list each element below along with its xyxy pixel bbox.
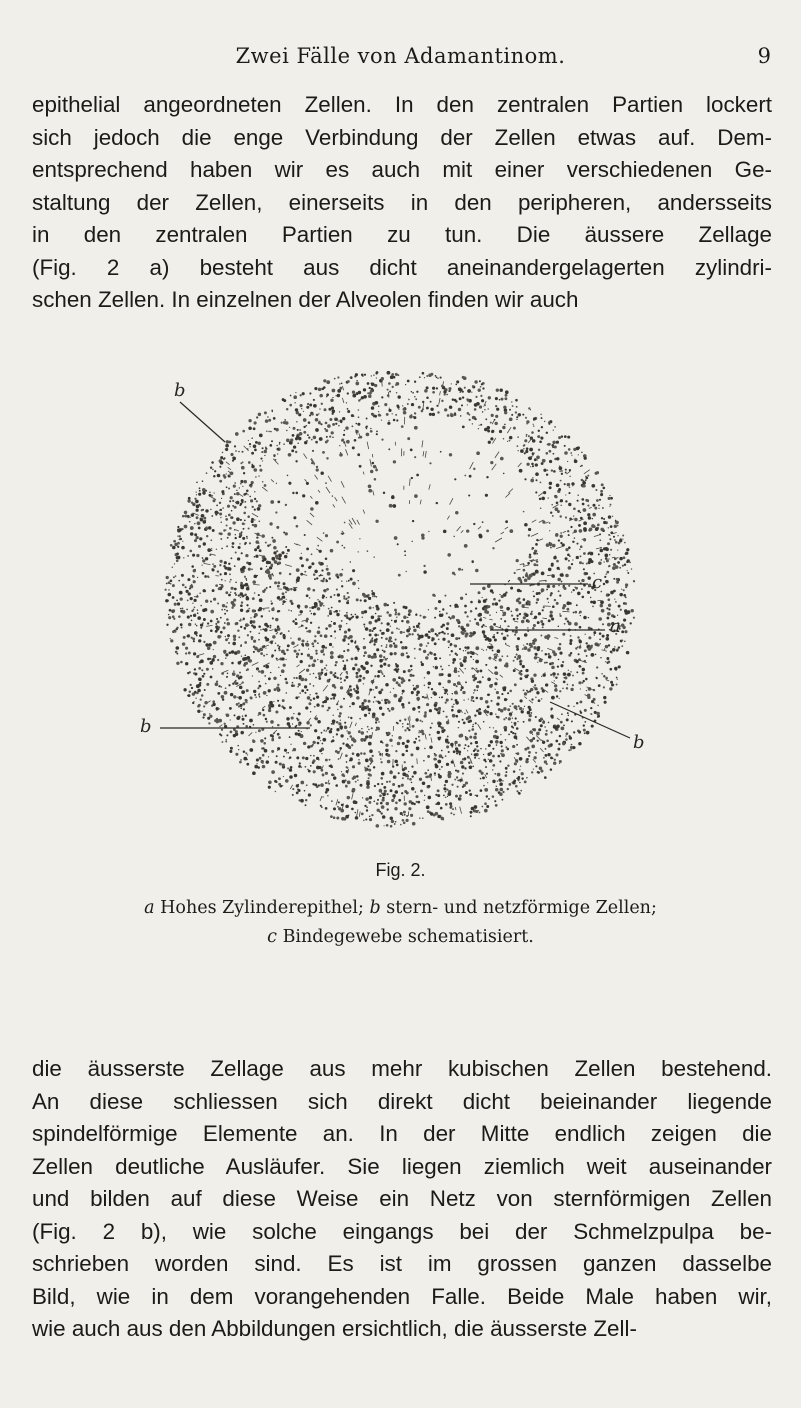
- figure-caption: [0, 894, 801, 952]
- text-line: schrieben worden sind. Es ist im grossen ganzen dasselbe: [32, 1251, 772, 1276]
- paragraph-top: [32, 89, 772, 317]
- caption-c-text: Bindegewebe schematisiert.: [282, 927, 534, 947]
- text-line: wie auch aus den Abbildungen ersichtlich, die äusserste Zell-: [32, 1316, 637, 1341]
- label-b-left: b: [140, 716, 152, 737]
- running-title: Zwei Fälle von Adamantinom.: [235, 44, 566, 68]
- text-line: staltung der Zellen, einerseits in den peripheren, andersseits: [32, 189, 772, 215]
- text-line: Bild, wie in dem vorangehenden Falle. Beide Male haben wir,: [32, 1283, 772, 1309]
- page-number: 9: [757, 44, 771, 68]
- figure-2-illustration: [130, 362, 650, 842]
- text-line: die äusserste Zellage aus mehr kubischen Zellen bestehend.: [32, 1056, 772, 1081]
- histology-drawing: [130, 362, 650, 842]
- text-line: sich jedoch die enge Verbindung der Zellen etwas auf. Dem-: [32, 124, 772, 150]
- paragraph-bottom: [32, 1053, 772, 1346]
- text-line: (Fig. 2 a) besteht aus dicht aneinandergelagerten zylindri-: [32, 254, 772, 280]
- text-line: (Fig. 2 b), wie solche eingangs bei der Schmelzpulpa be-: [32, 1218, 772, 1244]
- text-line: schen Zellen. In einzelnen der Alveolen finden wir auch: [32, 287, 579, 312]
- text-line: und bilden auf diese Weise ein Netz von sternförmigen Zellen: [32, 1186, 772, 1211]
- figure-title: Fig. 2.: [375, 860, 426, 880]
- caption-b-text: stern- und netzförmige Zellen;: [386, 898, 657, 918]
- caption-c-letter: c: [267, 927, 277, 947]
- text-line: in den zentralen Partien zu tun. Die äussere Zellage: [32, 222, 772, 247]
- text-line: entsprechend haben wir es auch mit einer verschiedenen Ge-: [32, 157, 772, 182]
- cell-stipple: [165, 371, 636, 828]
- text-line: Zellen deutliche Ausläufer. Sie liegen ziemlich weit auseinander: [32, 1153, 772, 1179]
- label-b-top-left: b: [174, 380, 186, 401]
- caption-a-text: Hohes Zylinderepithel;: [160, 898, 364, 918]
- text-line: spindelförmige Elemente an. In der Mitte endlich zeigen die: [32, 1121, 772, 1146]
- text-line: An diese schliessen sich direkt dicht beieinander liegende: [32, 1088, 772, 1114]
- label-b-right: b: [633, 732, 645, 753]
- caption-b-letter: b: [369, 898, 381, 918]
- text-line: epithelial angeordneten Zellen. In den zentralen Partien lockert: [32, 92, 772, 117]
- label-a: a: [610, 616, 621, 637]
- caption-a-letter: a: [144, 898, 155, 918]
- label-c: c: [592, 572, 603, 593]
